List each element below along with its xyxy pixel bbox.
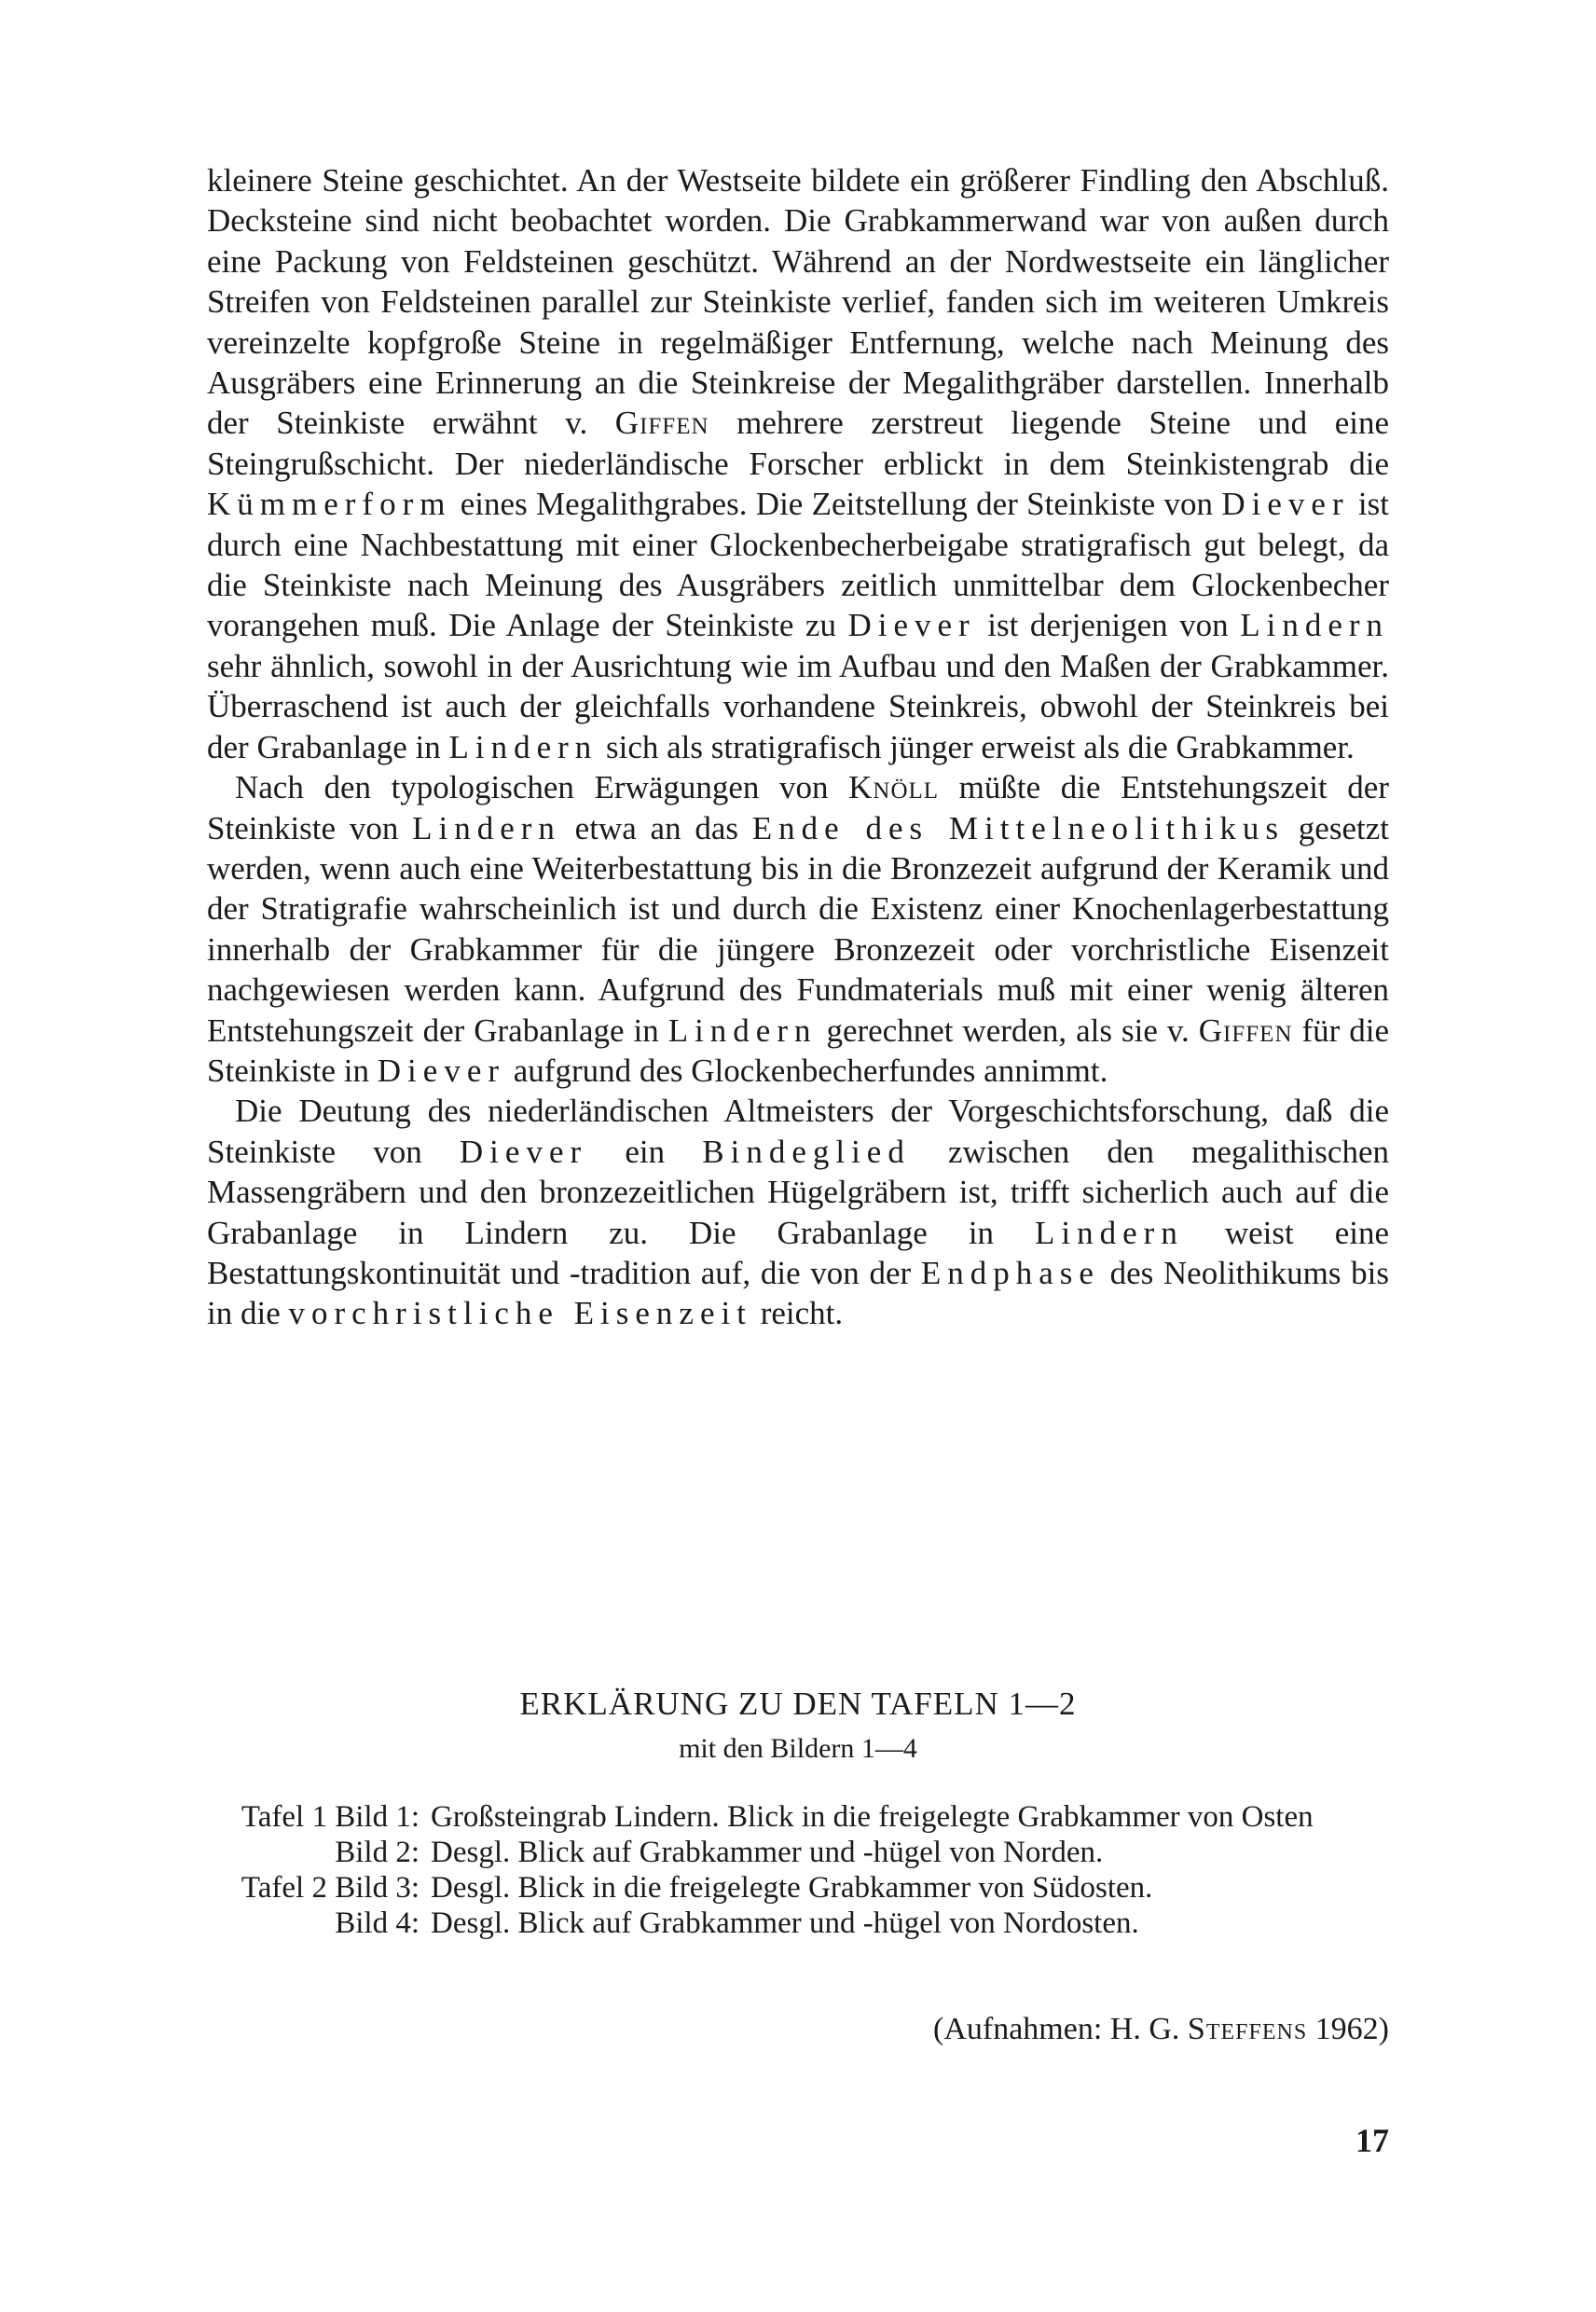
paragraph bbox=[207, 160, 1389, 767]
emphasized-term: Endphase bbox=[920, 1254, 1100, 1291]
text-run: gesetzt werden, wenn auch eine Weiterbestattung bis in die Bronzezeit aufgrund der Keramik und der Stratigrafie wahrscheinlich ist und durch die Existenz einer Knochenlagerbestattung innerhalb der Grabkammer für die jüngere Bronzezeit oder vorchristliche Eisenzeit nachgewiesen werden kann. Aufgrund des Fundmaterials muß mit einer wenig älteren Entstehungszeit der Grabanlage in bbox=[207, 809, 1389, 1049]
section-title: ERKLÄRUNG ZU DEN TAFELN 1—2 bbox=[519, 1686, 1077, 1722]
author-name: Giffen bbox=[614, 405, 709, 442]
caption-text: Desgl. Blick auf Grabkammer und -hügel von Norden. bbox=[431, 1836, 1104, 1869]
emphasized-term: Lindern bbox=[1035, 1214, 1184, 1251]
caption-text: Desgl. Blick in die freigelegte Grabkammer von Südosten. bbox=[431, 1871, 1153, 1905]
text-run: mehrere zerstreut liegende Steine und eine Steingrußschicht. Der niederländische Forscher erblickt in dem Steinkistengrab die bbox=[207, 405, 1389, 482]
caption-row bbox=[191, 1799, 1394, 1835]
caption-row bbox=[191, 1906, 1394, 1941]
text-run: sich als stratigrafisch jünger erweist als die Grabkammer. bbox=[598, 728, 1355, 765]
paragraph bbox=[207, 767, 1389, 1091]
emphasized-term: Lindern bbox=[412, 809, 561, 846]
text-run: etwa an das bbox=[560, 809, 752, 846]
text-run: ist durch eine Nachbestattung mit einer Glockenbecherbeigabe stratigrafisch gut belegt, da die Steinkiste nach Meinung des Ausgräbers zeitlich unmittelbar dem Glockenbecher vorangehen muß. Die Anlage der Steinkiste zu bbox=[207, 486, 1389, 644]
emphasized-term: Ende des Mittelneolithikus bbox=[751, 809, 1286, 846]
emphasized-term: Bindeglied bbox=[702, 1133, 911, 1170]
caption-label: Tafel 1 Bild 1: bbox=[241, 1800, 420, 1834]
emphasized-term: Diever bbox=[377, 1052, 506, 1089]
text-run: aufgrund des Glockenbecherfundes annimmt. bbox=[505, 1052, 1108, 1089]
caption-text: Großsteingrab Lindern. Blick in die freigelegte Grabkammer von Osten bbox=[431, 1800, 1314, 1834]
author-name: Knöll bbox=[848, 769, 940, 806]
text-run: für die Steinkiste in bbox=[207, 1012, 1389, 1089]
photo-credit bbox=[933, 2012, 1389, 2047]
emphasized-term: Diever bbox=[847, 607, 976, 644]
text-run: Die Deutung des niederländischen Altmeisters der Vorgeschichtsforschung, daß die Steinkiste von bbox=[207, 1093, 1389, 1170]
text-run: zwischen den megalithischen Massengräbern und den bronzezeitlichen Hügelgräbern ist, trifft sicherlich auch auf die Grabanlage in Lindern zu. Die Grabanlage in bbox=[207, 1133, 1389, 1251]
emphasized-term: Diever bbox=[459, 1133, 588, 1170]
author-name: Steffens bbox=[1187, 2012, 1308, 2046]
text-run: 1962) bbox=[1307, 2012, 1389, 2046]
body-text bbox=[207, 160, 1389, 1334]
section-subtitle: mit den Bildern 1—4 bbox=[679, 1733, 917, 1764]
emphasized-term: Kümmerform bbox=[207, 486, 452, 523]
text-run: reicht. bbox=[751, 1295, 844, 1332]
emphasized-term: vorchristliche Eisenzeit bbox=[288, 1295, 752, 1332]
caption-row bbox=[191, 1870, 1394, 1906]
page-number: 17 bbox=[1355, 2122, 1389, 2159]
caption-label: Tafel 2 Bild 3: bbox=[241, 1871, 420, 1905]
author-name: Giffen bbox=[1198, 1012, 1293, 1049]
text-run: weist eine Bestattungskontinuität und -tradition auf, die von der bbox=[207, 1214, 1389, 1291]
caption-text: Desgl. Blick auf Grabkammer und -hügel von Nordosten. bbox=[431, 1906, 1139, 1940]
emphasized-term: Lindern bbox=[448, 728, 598, 765]
caption-label: Bild 4: bbox=[335, 1906, 420, 1940]
emphasized-term: Lindern bbox=[1240, 607, 1390, 644]
text-run: kleinere Steine geschichtet. An der Westseite bildete ein größerer Findling den Abschluß. Decksteine sind nicht beobachtet worden. Die Grabkammerwand war von außen durch eine Packung von Feldsteinen geschützt. Während an der Nordwestseite ein länglicher Streifen von Feldsteinen parallel zur Steinkiste verlief, fanden sich im weiteren Umkreis vereinzelte kopfgroße Steine in regelmäßiger Entfernung, welche nach Meinung des Ausgräbers eine Erinnerung an die Steinkreise der Megalithgräber darstellen. Innerhalb der Steinkiste erwähnt v. bbox=[207, 162, 1389, 442]
text-run: des Neolithikums bis in die bbox=[207, 1254, 1389, 1332]
text-run: sehr ähnlich, sowohl in der Ausrichtung wie im Aufbau und den Maßen der Grabkammer. Überraschend ist auch der gleichfalls vorhandene Steinkreis, obwohl der Steinkreis bei der Grabanlage in bbox=[207, 647, 1389, 765]
caption-row bbox=[191, 1835, 1394, 1870]
plate-captions bbox=[191, 1799, 1394, 1941]
text-run: (Aufnahmen: H. G. bbox=[933, 2012, 1188, 2046]
text-run: gerechnet werden, als sie v. bbox=[817, 1012, 1199, 1049]
text-run: eines Megalithgrabes. Die Zeitstellung der Steinkiste von bbox=[451, 486, 1222, 523]
text-run: Nach den typologischen Erwägungen von bbox=[235, 769, 849, 806]
text-run: müßte die Entstehungszeit der Steinkiste von bbox=[207, 769, 1389, 846]
emphasized-term: Diever bbox=[1221, 486, 1350, 523]
text-run: ist derjenigen von bbox=[975, 607, 1241, 644]
text-run: ein bbox=[587, 1133, 703, 1170]
emphasized-term: Lindern bbox=[667, 1012, 818, 1049]
paragraph bbox=[207, 1091, 1389, 1333]
caption-label: Bild 2: bbox=[335, 1836, 420, 1869]
